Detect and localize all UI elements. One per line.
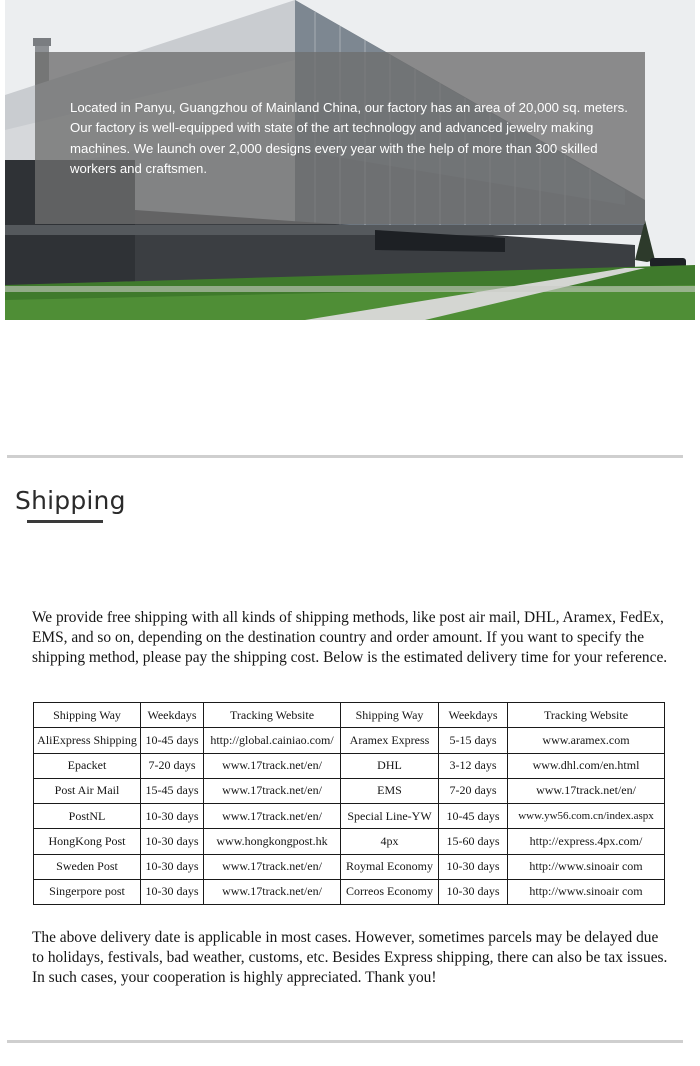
table-cell: Roymal Economy: [341, 854, 439, 879]
table-cell: AliExpress Shipping: [34, 728, 141, 753]
table-cell: HongKong Post: [34, 829, 141, 854]
table-cell: DHL: [341, 753, 439, 778]
table-header-cell: Tracking Website: [204, 703, 341, 728]
table-cell: 10-30 days: [439, 854, 508, 879]
table-cell: http://www.sinoair com: [508, 879, 665, 904]
table-cell: 10-30 days: [141, 829, 204, 854]
factory-info-overlay: [35, 52, 645, 224]
table-cell: 15-60 days: [439, 829, 508, 854]
table-cell: http://global.cainiao.com/: [204, 728, 341, 753]
table-cell: 3-12 days: [439, 753, 508, 778]
table-cell: Epacket: [34, 753, 141, 778]
table-row: [34, 879, 665, 904]
delivery-note-text: The above delivery date is applicable in most cases. However, sometimes parcels may be delayed due to holidays, festivals, bad weather, customs, etc. Besides Express shipping, there can also be tax issues. In such cases, your cooperation is highly appreciated. Thank you!: [32, 929, 668, 986]
table-header-cell: Tracking Website: [508, 703, 665, 728]
table-cell: EMS: [341, 778, 439, 803]
table-cell: http://express.4px.com/: [508, 829, 665, 854]
table-cell: 10-30 days: [439, 879, 508, 904]
table-cell: www.17track.net/en/: [204, 778, 341, 803]
section-divider-top: [7, 455, 683, 458]
table-cell: 10-30 days: [141, 879, 204, 904]
table-cell: 7-20 days: [439, 778, 508, 803]
table-cell: 7-20 days: [141, 753, 204, 778]
table-cell: 4px: [341, 829, 439, 854]
table-row: [34, 829, 665, 854]
table-row: [34, 854, 665, 879]
table-cell: www.17track.net/en/: [204, 879, 341, 904]
table-cell: www.17track.net/en/: [204, 804, 341, 829]
table-header-cell: Weekdays: [439, 703, 508, 728]
shipping-intro-text: We provide free shipping with all kinds of shipping methods, like post air mail, DHL, Aramex, FedEx, EMS, and so on, depending on the destination country and order amount. If you want to specify the shipping method, please pay the shipping cost. Below is the estimated delivery time for your reference.: [32, 609, 668, 666]
table-row: [34, 778, 665, 803]
table-cell: PostNL: [34, 804, 141, 829]
table-row: [34, 753, 665, 778]
factory-hero-image: [5, 0, 695, 320]
table-cell: Post Air Mail: [34, 778, 141, 803]
table-cell: www.aramex.com: [508, 728, 665, 753]
table-cell: Correos Economy: [341, 879, 439, 904]
table-cell: 10-45 days: [141, 728, 204, 753]
table-cell: 15-45 days: [141, 778, 204, 803]
table-cell: www.yw56.com.cn/index.aspx: [508, 804, 665, 829]
heading-underline: [27, 520, 103, 523]
table-cell: www.17track.net/en/: [204, 753, 341, 778]
table-header-row: [34, 703, 665, 728]
table-row: [34, 728, 665, 753]
factory-description: Located in Panyu, Guangzhou of Mainland China, our factory has an area of 20,000 sq. meters. Our factory is well-equipped with state of the art technology and advanced jewelry making machines. We launch over 2,000 designs every year with the help of more than 300 skilled workers and craftsmen.: [70, 100, 628, 176]
table-header-cell: Weekdays: [141, 703, 204, 728]
table-row: [34, 804, 665, 829]
table-cell: Singerpore post: [34, 879, 141, 904]
table-cell: 10-30 days: [141, 854, 204, 879]
shipping-heading: Shipping: [15, 486, 126, 515]
table-cell: 5-15 days: [439, 728, 508, 753]
table-cell: http://www.sinoair com: [508, 854, 665, 879]
table-cell: 10-30 days: [141, 804, 204, 829]
table-cell: 10-45 days: [439, 804, 508, 829]
table-cell: Special Line-YW: [341, 804, 439, 829]
table-cell: www.17track.net/en/: [508, 778, 665, 803]
table-cell: www.17track.net/en/: [204, 854, 341, 879]
table-cell: www.hongkongpost.hk: [204, 829, 341, 854]
table-header-cell: Shipping Way: [341, 703, 439, 728]
table-cell: www.dhl.com/en.html: [508, 753, 665, 778]
table-cell: Aramex Express: [341, 728, 439, 753]
table-cell: Sweden Post: [34, 854, 141, 879]
table-header-cell: Shipping Way: [34, 703, 141, 728]
shipping-methods-table: [33, 702, 665, 905]
section-divider-bottom: [7, 1040, 683, 1043]
